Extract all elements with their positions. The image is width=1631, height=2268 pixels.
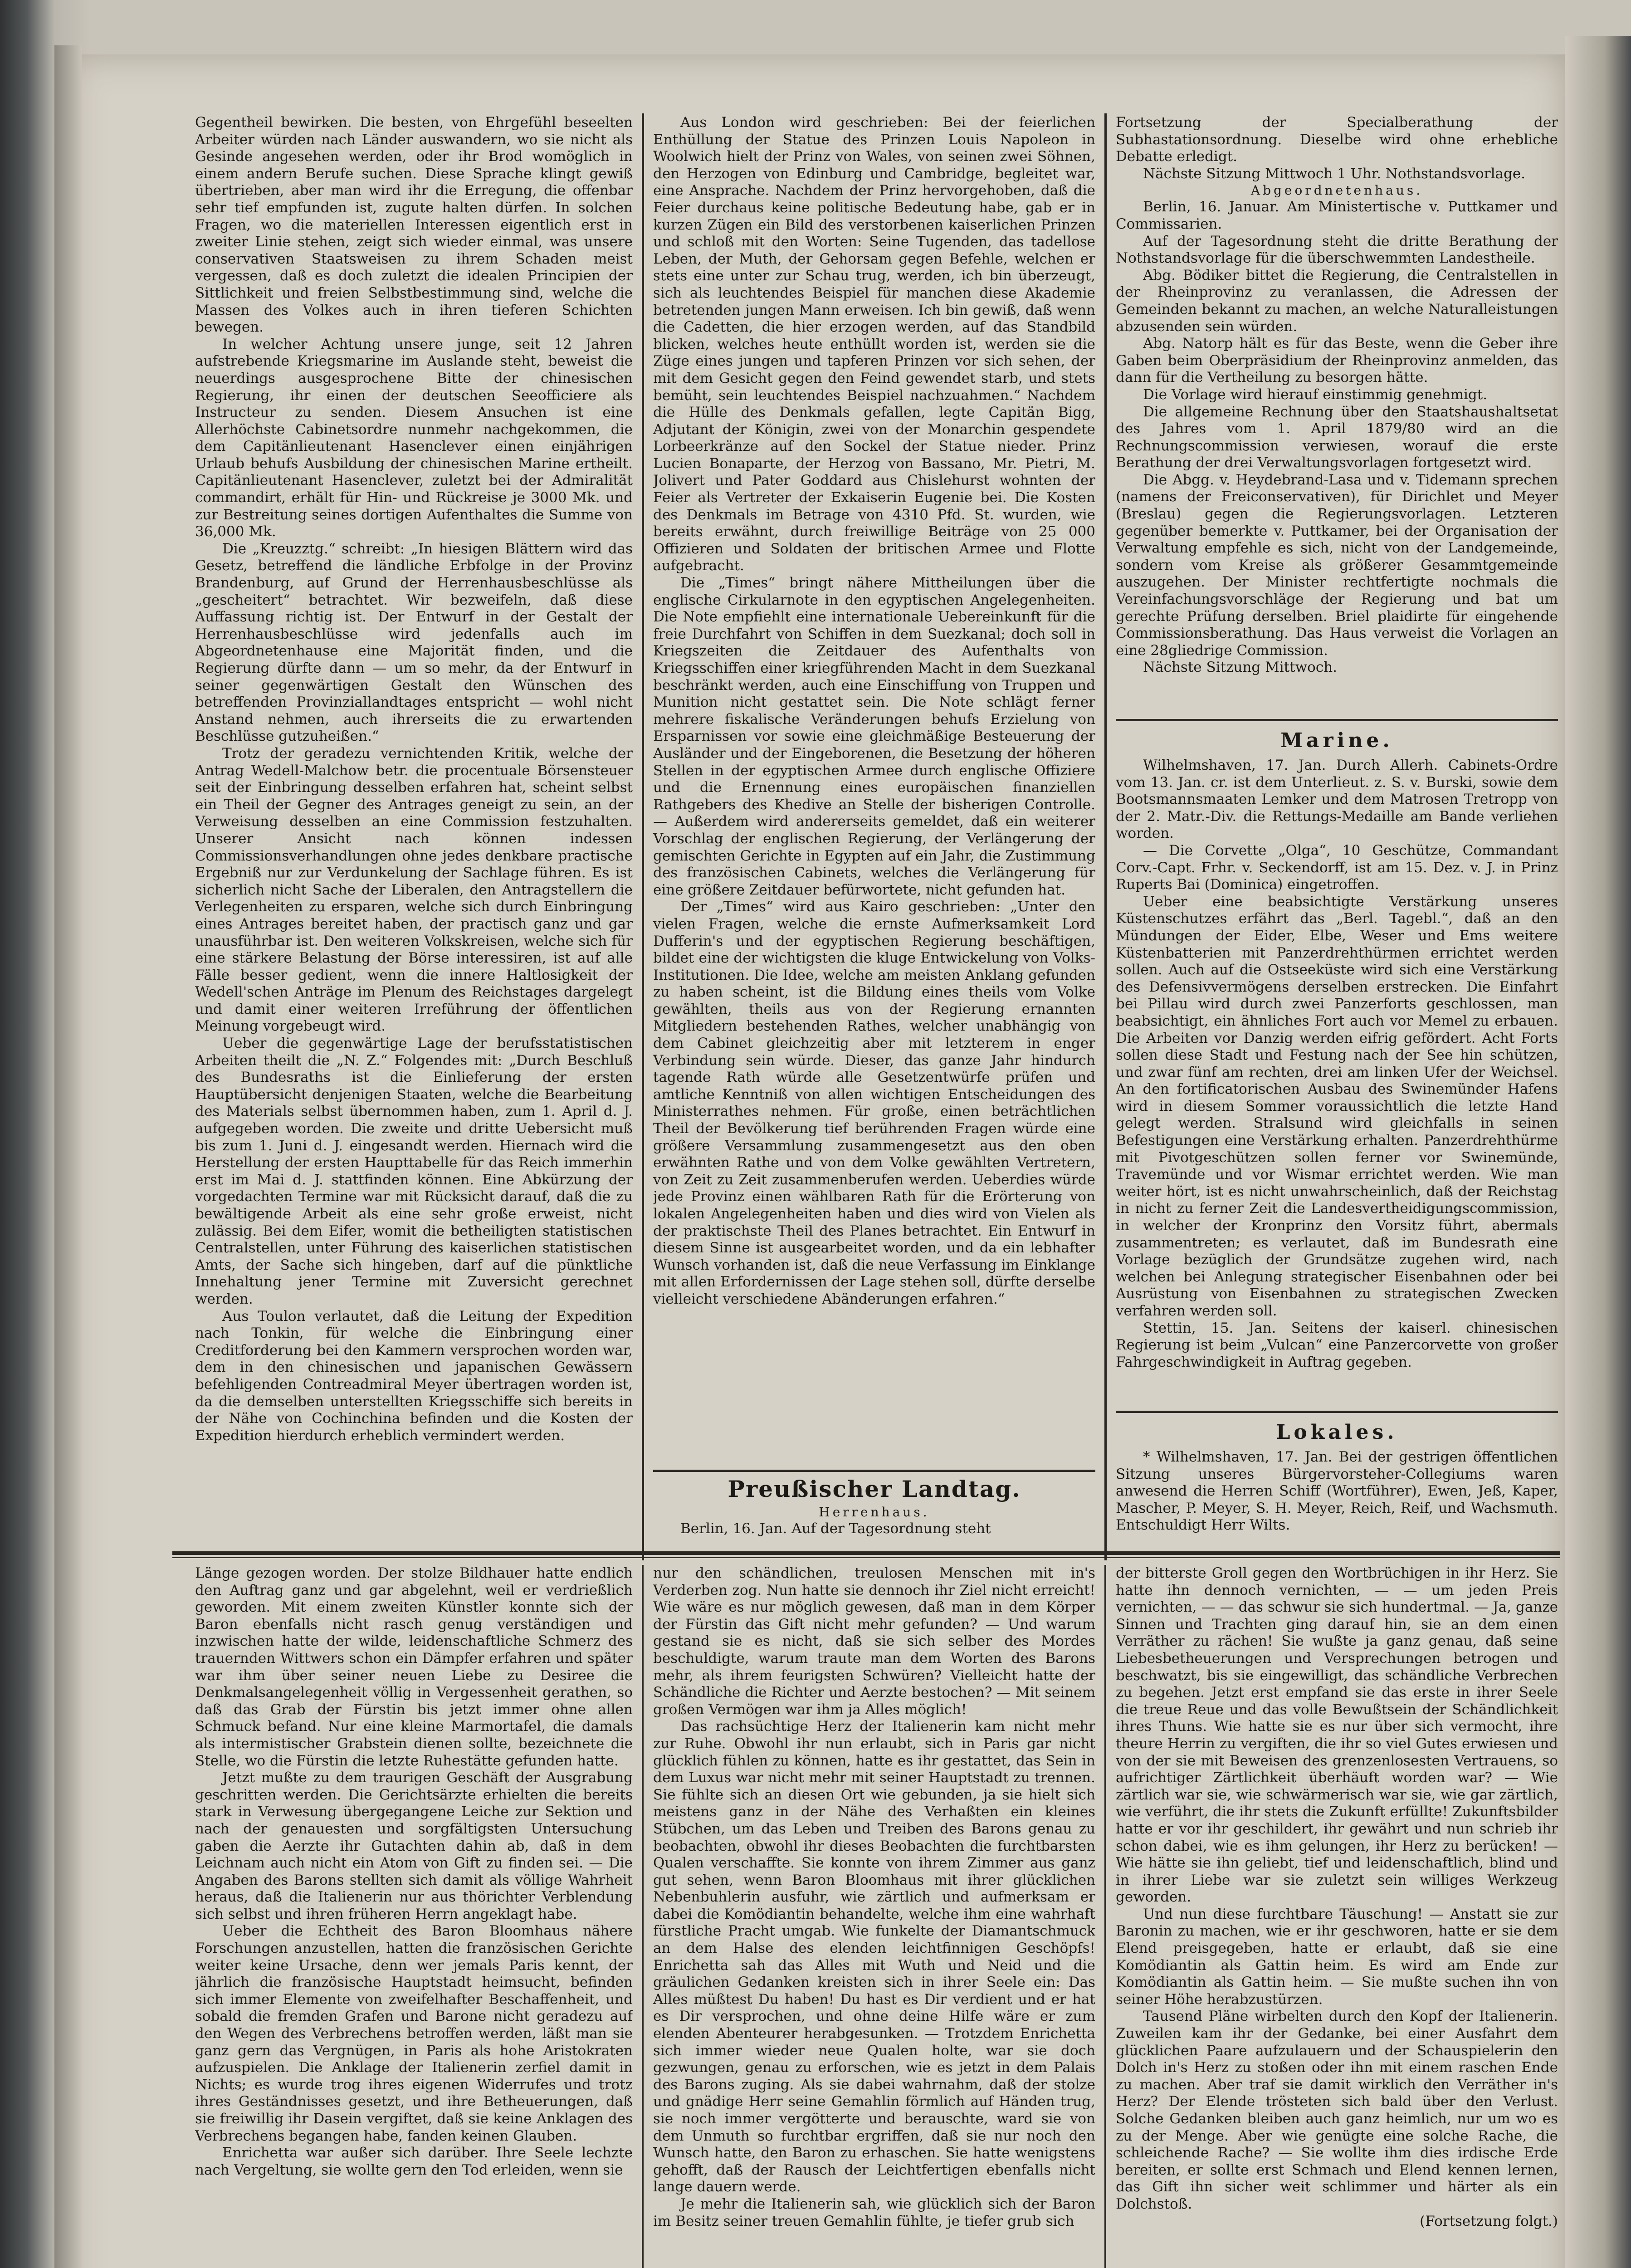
landtag-subheading: Herrenhaus. xyxy=(819,1505,930,1520)
article-paragraph: In welcher Achtung unsere junge, seit 12 Jahren aufstrebende Kriegsmarine im Auslande steht, beweist die neuerdings ausgesprochene Bitte der chinesischen Regierung, ihr einen der deutschen Seeofficiere als Instructeur zu senden. Diesem Ansuchen ist eine Allerhöchste Cabinetsordre nunmehr nachgekommen, die dem Capitänlieutenant Hasenclever einen einjährigen Urlaub behufs Ausbildung der chinesischen Marine ertheilt. Capitänlieutenant Hasenclever, zuletzt bei der Admiralität commandirt, erhält für Hin- und Rückreise je 3000 Mk. und zur Bestreitung seines dortigen Aufenthaltes die Summe von 36,000 Mk. xyxy=(195,336,633,540)
article-column-1 xyxy=(195,114,633,1543)
abgeordnetenhaus-heading: Abgeordnetenhaus. xyxy=(1250,183,1423,198)
feuilleton-paragraph: Ueber die Echtheit des Baron Bloomhaus nähere Forschungen anzustellen, hatten die französischen Gerichte weiter keine Ursache, denn wer jemals Paris kennt, der jährlich die französische Hauptstadt heimsucht, befinden sich immer Elemente von zweifelhafter Beschaffenheit, und sobald die fremden Grafen und Barone nicht geradezu auf den Wegen des Verbrechens betroffen werden, läßt man sie ganz gern das Vergnügen, in Paris als hohe Aristokraten aufzuspielen. Die Anklage der Italienerin zerfiel damit in Nichts; es wurde trog ihres eigenen Widerrufes und trotz ihres Geständnisses gesetzt, und ihre Betheuerungen, daß sie freiwillig ihr Dasein vergiftet, daß sie keine Anklagen des Verbrechens begangen habe, fanden keinen Glauben. xyxy=(195,1923,633,2144)
feuilleton-paragraph: Enrichetta war außer sich darüber. Ihre Seele lechzte nach Vergeltung, sie wollte gern den Tod erleiden, wenn sie xyxy=(195,2145,633,2178)
feuilleton-paragraph: nur den schändlichen, treulosen Menschen mit in's Verderben zog. Nun hatte sie dennoch ihr Ziel nicht erreicht! Wie wäre es nur möglich gewesen, daß man in dem Körper der Fürstin das Gift nicht mehr gefunden? — Und warum gestand sie es nicht, daß sie sich selber des Mordes beschuldigte, warum traute man dem Worten des Barons mehr, als ihrem feurigsten Schwüren? Vielleicht hatte der Schändliche die Richter und Aerzte bestochen? — Mit seinem großen Vermögen war ihm ja Alles möglich! xyxy=(653,1565,1095,1718)
marine-rule-top xyxy=(1116,719,1558,721)
feuilleton-paragraph: Jetzt mußte zu dem traurigen Geschäft der Ausgrabung geschritten werden. Die Gerichtsärzte erhielten die bereits stark in Verwesung übergegangene Leiche zur Sektion und nach der genauesten und sorgfältigsten Untersuchung gaben die Aerzte ihr Gutachten dahin ab, daß in dem Leichnam auch nicht ein Atom von Gift zu finden sei. — Die Angaben des Barons stellten sich damit als völlige Wahrheit heraus, daß die Italienerin nur aus thörichter Verblendung sich selbst und ihren früheren Herrn angeklagt habe. xyxy=(195,1769,633,1922)
article-paragraph: — Die Corvette „Olga“, 10 Geschütze, Commandant Corv.-Capt. Frhr. v. Seckendorff, ist am 15. Dez. v. J. in Prinz Ruperts Bai (Dominica) eingetroffen. xyxy=(1116,842,1558,893)
article-column-3 xyxy=(1116,114,1558,709)
article-paragraph: Nächste Sitzung Mittwoch 1 Uhr. Nothstandsvorlage. xyxy=(1143,165,1526,182)
article-paragraph: Stettin, 15. Jan. Seitens der kaiserl. chinesischen Regierung ist beim „Vulcan“ eine Panzercorvette von großer Fahrgeschwindigkeit in Auftrag gegeben. xyxy=(1116,1320,1558,1370)
article-paragraph: Berlin, 16. Januar. Am Ministertische v. Puttkamer und Commissarien. xyxy=(1116,199,1558,232)
marine-heading: Marine. xyxy=(1280,729,1393,752)
article-paragraph: Die „Kreuzztg.“ schreibt: „In hiesigen Blättern wird das Gesetz, betreffend die ländliche Erbfolge in der Provinz Brandenburg, auf Grund der Herrenhausbeschlüsse als „gescheitert“ betrachtet. Wir bezweifeln, daß diese Auffassung richtig ist. Der Entwurf in der Gestalt der Herrenhausbeschlüsse wird jedenfalls auch im Abgeordnetenhause eine Majorität finden, und die Regierung dürfte dann — um so mehr, da der Entwurf in seiner gegenwärtigen Gestalt den Wünschen des betreffenden Provinziallandtages entspricht — wohl nicht Anstand nehmen, auch ihrerseits die zu erwartenden Beschlüsse gutzuheißen.“ xyxy=(195,540,633,745)
feuilleton-divider xyxy=(172,1551,1560,1555)
feuilleton-column-2 xyxy=(653,1565,1095,2268)
landtag-lead: Berlin, 16. Jan. Auf der Tagesordnung steht xyxy=(680,1520,991,1537)
feuilleton-paragraph: Und nun diese furchtbare Täuschung! — Anstatt sie zur Baronin zu machen, wie er ihr geschworen, hatte er sie dem Elend preisgegeben, hatte er erlaubt, daß sie eine Komödiantin als Gattin heim. Es wird am Ende zur Komödiantin als Gattin heim. — Sie mußte suchen ihn von seiner Höhe herabzustürzen. xyxy=(1116,1906,1558,2008)
lokales-section xyxy=(1116,1415,1558,1547)
feuilleton-paragraph: Das rachsüchtige Herz der Italienerin kam nicht mehr zur Ruhe. Obwohl ihr nun erlaubt, sich in Paris gar nicht glücklich fühlen zu können, hatte es ihr gestattet, das Sein in dem Luxus war nicht mehr mit seiner Hauptstadt zu trennen. Sie fühlte sich an diesen Ort wie gebunden, ja sie hielt sich meistens ganz in der Nähe des Verhaßten ein kleines Stübchen, um das Leben und Treiben des Barons genau zu beobachten, obwohl ihr dieses Beobachten die furchtbarsten Qualen verschaffte. Sie konnte von ihrem Zimmer aus ganz gut sehen, wenn Baron Bloomhaus mit ihrer glücklichen Nebenbuhlerin ausfuhr, wie zärtlich und aufmerksam er dabei die Komödiantin behandelte, welche ihm eine wahrhaft fürstliche Pracht umgab. Wie funkelte der Diamantschmuck an dem Halse des elenden leichtfinnigen Geschöpfs! Enrichetta sah das Alles mit Wuth und Neid und die gräulichen Gedanken kreisten sich in ihrer Seele ein: Das Alles müßtest Du haben! Du hast es Dir verdient und er hat es Dir versprochen, und ohne deine Hilfe wäre er zum elenden Abenteurer herabgesunken. — Trotzdem Enrichetta sich immer wieder neue Qualen holte, war sie doch gezwungen, genau zu erforschen, wie es jetzt in dem Palais des Barons zuging. Als sie dabei wahrnahm, daß der stolze und gnädige Herr seine Gemahlin förmlich auf Händen trug, sie noch immer vergötterte und berauschte, ward sie von dem Unmuth so furchtbar ergriffen, daß sie nur noch den Wunsch hatte, den Baron zu erhaschen. Sie hatte wenigstens gehofft, daß der Rausch der Leichtfertigen ebenfalls nicht lange dauern werde. xyxy=(653,1718,1095,2195)
article-paragraph: Abg. Natorp hält es für das Beste, wenn die Geber ihre Gaben beim Oberpräsidium der Rheinprovinz anmelden, das dann für die Vertheilung zu besorgen hätte. xyxy=(1116,335,1558,386)
article-paragraph: * Wilhelmshaven, 17. Jan. Bei der gestrigen öffentlichen Sitzung unseres Bürgervorsteher-Collegiums waren anwesend die Herren Schiff (Wortführer), Ewen, Jeß, Kaper, Mascher, P. Meyer, S. H. Meyer, Reich, Reif, und Wachsmuth. Entschuldigt Herr Wilts. xyxy=(1116,1449,1558,1534)
article-paragraph: Ueber die gegenwärtige Lage der berufsstatistischen Arbeiten theilt die „N. Z.“ Folgendes mit: „Durch Beschluß des Bundesraths ist die Einlieferung der ersten Hauptübersicht denjenigen Staaten, welche die Bearbeitung des Materials selbst übernommen haben, zum 1. April d. J. aufgegeben worden. Die zweite und dritte Uebersicht muß bis zum 1. Juni d. J. eingesandt werden. Hiernach wird die Herstellung der ersten Haupttabelle für das Reich immerhin erst im Mai d. J. stattfinden können. Eine Abkürzung der vorgedachten Termine war mit Rücksicht darauf, daß die zu bewältigende Arbeit als eine sehr große erweist, nicht zulässig. Bei dem Eifer, womit die betheiligten statistischen Centralstellen, unter Führung des kaiserlichen statistischen Amts, der Sache sich hingeben, darf auf die pünktliche Innehaltung jener Termine mit Zuversicht gerechnet werden. xyxy=(195,1035,633,1307)
article-paragraph: Nächste Sitzung Mittwoch. xyxy=(1143,659,1338,676)
article-paragraph: Die Abgg. v. Heydebrand-Lasa und v. Tidemann sprechen (namens der Freiconservativen), für Dirichlet und Meyer (Breslau) gegen die Regierungsvorlagen. Letzteren gegenüber bemerkte v. Puttkamer, bei der Organisation der Verwaltung empfehle es sich, nicht von der Landgemeinde, sondern vom Kreise als größerer Gesammtgemeinde auszugehen. Der Minister rechtfertigte nochmals die Vereinfachungsvorschläge der Regierung und bat um gerechte Prüfung derselben. Briel plaidirte für eingehende Commissionsberathung. Das Haus verweist die Vorlagen an eine 28gliedrige Commission. xyxy=(1116,471,1558,659)
feuilleton-paragraph: Tausend Pläne wirbelten durch den Kopf der Italienerin. Zuweilen kam ihr der Gedanke, bei einer Ausfahrt dem glücklichen Paare aufzulauern und der Schauspielerin den Dolch in's Herz zu stoßen oder ihn mit einem raschen Ende zu machen. Aber traf sie damit wirklich den Verräther in's Herz? Der Elende trösteten sich bald über den Verlust. Solche Gedanken bleiben auch ganz heimlich, nur um wo es zu der Menge. Aber wie genügte eine solche Rache, die schleichende Rache? — Sie wollte ihm dies irdische Erde bereiten, er sollte erst Schmach und Elend kennen lernen, das Gift ihn sicher weit schlimmer und härter als ein Dolchstoß. xyxy=(1116,2008,1558,2212)
article-paragraph: Ueber eine beabsichtigte Verstärkung unseres Küstenschutzes erfährt das „Berl. Tagebl.“, daß an den Mündungen der Eider, Elbe, Weser und Ems weitere Küstenbatterien mit Panzerdrehthürmen errichtet werden sollen. Auch auf die Ostseeküste wird sich eine Verstärkung des Defensivvermögens derselben erstrecken. Die Einfahrt bei Pillau wird durch zwei Panzerforts geschlossen, man beabsichtigt, ein ähnliches Fort auch vor Memel zu erbauen. Die Arbeiten vor Danzig werden eifrig gefördert. Acht Forts sollen diese Stadt und Festung nach der See hin schützen, und zwar fünf am rechten, drei am linken Ufer der Weichsel. An den fortificatorischen Ausbau des Swinemünder Hafens wird in diesem Sommer voraussichtlich die letzte Hand gelegt werden. Stralsund wird gleichfalls in seinen Befestigungen eine Verstärkung erhalten. Panzerdrehthürme mit Pivotgeschützen sollen ferner vor Swinemünde, Travemünde und vor Wismar errichtet werden. Wie man weiter hört, ist es nicht unwahrscheinlich, daß der Reichstag in nicht zu ferner Zeit die Landesvertheidigungscommission, in welcher der Kronprinz den Vorsitz führt, abermals zusammentreten; es verlautet, daß im Bundesrath eine Vorlage bezüglich der Grundsätze zugehen wird, nach welchen bei Anlegung strategischer Eisenbahnen oder bei Ausrüstung von Eisenbahnen zu strategischen Zwecken verfahren werden soll. xyxy=(1116,893,1558,1319)
article-paragraph: Gegentheil bewirken. Die besten, von Ehrgefühl beseelten Arbeiter würden nach Länder auswandern, wo sie nicht als Gesinde angesehen werden, oder ihr Brod womöglich in einem andern Berufe suchen. Diese Sprache klingt gewiß übertrieben, aber man wird ihr die Erregung, die offenbar sehr tief empfunden ist, zugute halten dürfen. In solchen Fragen, wo die materiellen Interessen eigentlich erst in zweiter Linie stehen, zeigt sich wieder einmal, was unsere conservativen Staatsweisen zu ihrem Schaden meist vergessen, daß es doch zuletzt die idealen Principien der Sittlichkeit und freien Selbstbestimmung sind, welche die Massen des Volkes auch in ihren tieferen Schichten bewegen. xyxy=(195,114,633,336)
feuilleton-column-1 xyxy=(195,1565,633,2268)
article-paragraph: Abg. Bödiker bittet die Regierung, die Centralstellen in der Rheinprovinz zu veranlassen, die Adressen der Gemeinden bekannt zu machen, an welche Naturalleistungen abzusenden sein würden. xyxy=(1116,267,1558,335)
article-paragraph: Aus London wird geschrieben: Bei der feierlichen Enthüllung der Statue des Prinzen Louis Napoleon in Woolwich hielt der Prinz von Wales, von seinen zwei Söhnen, den Herzogen von Edinburg und Cambridge, begleitet war, eine Ansprache. Nachdem der Prinz hervorgehoben, daß die Feier durchaus keine politische Bedeutung habe, gab er in kurzen Zügen ein Bild des verstorbenen kaiserlichen Prinzen und schloß mit den Worten: Seine Tugenden, das tadellose Leben, der Muth, der Gehorsam gegen Befehle, welchen er stets eine unter zur Schau trug, werden, ich bin überzeugt, sich als leuchtendes Beispiel für manchen diese Akademie betretenden jungen Mann erweisen. Ich bin gewiß, daß wenn die Cadetten, die hier erzogen werden, auf das Standbild blicken, welches heute enthüllt worden ist, werden sie die Züge eines jungen und tapferen Prinzen vor sich sehen, der mit dem Gesicht gegen den Feind gewendet starb, und stets bemüht, sein leuchtendes Beispiel nachzuahmen.“ Nachdem die Hülle des Denkmals gefallen, legte Capitän Bigg, Adjutant der Königin, zwei von der Monarchin gespendete Lorbeerkränze auf den Sockel der Statue nieder. Prinz Lucien Bonaparte, der Herzog von Bassano, Mr. Pietri, M. Jolivert und Pater Goddard aus Chislehurst wohnten der Feier als Vertreter der Exkaiserin Eugenie bei. Die Kosten des Denkmals im Betrage von 4310 Pfd. St. wurden, wie bereits erwähnt, durch freiwillige Beiträge von 25 000 Offizieren und Soldaten der britischen Armee und Flotte aufgebracht. xyxy=(653,114,1095,574)
article-paragraph: Aus Toulon verlautet, daß die Leitung der Expedition nach Tonkin, für welche die Einbringung einer Creditforderung bei den Kammern versprochen worden war, dem in den chinesischen und japanischen Gewässern befehligenden Contreadmiral Meyer übertragen worden ist, da die demselben unterstellten Kriegsschiffe sich bereits in der Nähe von Cochinchina befinden und die Kosten der Expedition hierdurch erheblich vermindert werden. xyxy=(195,1308,633,1444)
feuilleton-paragraph: der bitterste Groll gegen den Wortbrüchigen in ihr Herz. Sie hatte ihn dennoch vernichten, — — um jeden Preis vernichten, — — das schwur sie sich hundertmal. — Ja, ganze Sinnen und Trachten ging darauf hin, sie an dem einen Verräther zu rächen! Sie wußte ja ganz genau, daß seine Liebesbetheuerungen und Versprechungen betrogen und beschwatzt, bis sie eingewilligt, das schändliche Verbrechen zu begehen. Jetzt erst empfand sie das erste in ihrer Seele die treue Reue und das volle Bewußtsein der Schändlichkeit ihres Thuns. Wie hatte sie es nur über sich vermocht, ihre theure Herrin zu vergiften, die ihr so viel Gutes erwiesen und von der sie mit Beweisen des grenzenlosesten Vertrauens, so aufrichtiger Zärtlichkeit überhäuft worden war? — Wie zärtlich war sie, wie schwärmerisch war sie, wie gar zärtlich, wie verführt, die ihr stets die Zukunft erfüllte! Zukunftsbilder hatte er vor ihr geschildert, ihr gewährt und nun schrieb ihr schon dabei, wie es ihm gelungen, ihr Herz zu berücken! — Wie hätte sie ihn geliebt, tief und leidenschaftlich, blind und in ihrer Liebe war sie zuletzt sein williges Werkzeug geworden. xyxy=(1116,1565,1558,1906)
article-paragraph: Trotz der geradezu vernichtenden Kritik, welche der Antrag Wedell-Malchow betr. die procentuale Börsensteuer seit der Einbringung desselben erfahren hat, scheint selbst ein Theil der Gegner des Antrages geneigt zu sein, an der Verweisung desselben an eine Commission festzuhalten. Unserer Ansicht nach können indessen Commissionsverhandlungen ohne jedes denkbare practische Ergebniß nur zur Verdunkelung der Sachlage führen. Es ist sicherlich nicht Sache der Liberalen, den Antragstellern die Verlegenheiten zu ersparen, welche sich durch Einbringung eines Antrages bereitet haben, der practisch ganz und gar unausführbar ist. Den weiteren Volkskreisen, welche sich für eine stärkere Belastung der Börse interessiren, ist auf alle Fälle besser gedient, wenn die innere Haltlosigkeit der Wedell'schen Anträge im Plenum des Reichstages dargelegt und damit einer weiteren Irreführung der öffentlichen Meinung vorgebeugt wird. xyxy=(195,745,633,1035)
landtag-heading: Preußischer Landtag. xyxy=(728,1476,1021,1502)
article-paragraph: Die allgemeine Rechnung über den Staatshaushaltsetat des Jahres vom 1. April 1879/80 wird an die Rechnungscommission verwiesen, worauf die erste Berathung der drei Verwaltungsvorlagen fortgesetzt wird. xyxy=(1116,403,1558,471)
feuilleton-rule-1 xyxy=(642,1565,644,2268)
page-right-edge xyxy=(1565,36,1631,2268)
feuilleton-divider-thin xyxy=(172,1557,1560,1558)
landtag-section xyxy=(653,1474,1095,1547)
lokales-rule-top xyxy=(1116,1411,1558,1413)
feuilleton-paragraph: Länge gezogen worden. Der stolze Bildhauer hatte endlich den Auftrag ganz und gar abgelehnt, weil er verdrießlich geworden. Mit einem zweiten Künstler konnte sich der Baron ebenfalls nicht rasch genug verständigen und inzwischen hatte der wilde, leidenschaftliche Schmerz des trauernden Wittwers schon ein Dämpfer erfahren und später war ihm über seiner neuen Liebe zu Desiree die Denkmalsangelegenheit völlig in Vergessenheit gerathen, so daß das Grab der Fürstin bis jetzt immer ohne allen Schmuck befand. Nur eine kleine Marmortafel, die damals als intermistischer Grabstein dienen sollte, bezeichnete die Stelle, wo die Fürstin die letzte Ruhestätte gefunden hatte. xyxy=(195,1565,633,1769)
landtag-rule-top xyxy=(653,1470,1095,1472)
column-rule-1 xyxy=(642,113,644,1560)
marine-section xyxy=(1116,723,1558,1404)
feuilleton-column-3 xyxy=(1116,1565,1558,2268)
article-paragraph: Fortsetzung der Specialberathung der Subhastationsordnung. Dieselbe wird ohne erhebliche Debatte erledigt. xyxy=(1116,114,1558,165)
article-paragraph: Die Vorlage wird hierauf einstimmig genehmigt. xyxy=(1143,386,1488,403)
article-paragraph: Auf der Tagesordnung steht die dritte Berathung der Nothstandsvorlage für die überschwemmten Landestheile. xyxy=(1116,233,1558,267)
article-paragraph: Die „Times“ bringt nähere Mittheilungen über die englische Cirkularnote in den egyptischen Angelegenheiten. Die Note empfiehlt eine internationale Uebereinkunft für die freie Durchfahrt von Schiffen in dem Suezkanal; doch soll in Kriegszeiten die Zeitdauer des Aufenthalts von Kriegsschiffen einer kriegführenden Macht in dem Suezkanal beschränkt werden, auch eine Einschiffung von Truppen und Munition nicht gestattet sein. Die Note schlägt ferner mehrere fiskalische Veränderungen behufs Erzielung von Ersparnissen vor sowie eine gleichmäßige Besteuerung der Ausländer und der Eingeborenen, die Besetzung der höheren Stellen in der egyptischen Armee durch englische Offiziere und die Ernennung eines europäischen finanziellen Rathgebers des Khedive an Stelle der bisherigen Controlle. — Außerdem wird andererseits gemeldet, daß ein weiterer Vorschlag der englischen Regierung, der Verlängerung der gemischten Gerichte in Egypten auf ein Jahr, die Zustimmung des französischen Cabinets, welches die Verlängerung für eine größere Zeitdauer befürwortete, nicht gefunden hat. xyxy=(653,575,1095,898)
lokales-heading: Lokales. xyxy=(1276,1421,1398,1444)
article-paragraph: Der „Times“ wird aus Kairo geschrieben: „Unter den vielen Fragen, welche die ernste Aufmerksamkeit Lord Dufferin's und der egyptischen Regierung beschäftigen, bildet eine der wichtigsten die kluge Entwickelung von Volks-Institutionen. Die Idee, welche am meisten Anklang gefunden zu haben scheint, ist die Bildung eines theils vom Volke gewählten, theils aus von der Regierung ernannten Mitgliedern bestehenden Rathes, welcher unabhängig von dem Cabinet gleichzeitig aber mit letzterem in enger Verbindung sein würde. Dieser, das ganze Jahr hindurch tagende Rath würde alle Gesetzentwürfe prüfen und amtliche Kenntniß von allen wichtigen Entscheidungen des Ministerrathes nehmen. Für große, einen beträchtlichen Theil der Bevölkerung tief berührenden Fragen würde eine größere Versammlung zusammengesetzt aus den oben erwähnten Rathe und von dem Volke gewählten Vertretern, von Zeit zu Zeit zusammenberufen werden. Ueberdies würde jede Provinz einen wählbaren Rath für die Erörterung von lokalen Angelegenheiten haben und dies wird von Vielen als der praktischste Theil des Planes betrachtet. Ein Entwurf in diesem Sinne ist ausgearbeitet worden, und da ein lebhafter Wunsch vorhanden ist, daß die neue Verfassung im Einklange mit allen Erfordernissen der Lage stehen soll, dürfte derselbe vielleicht verschiedene Abänderungen erfahren.“ xyxy=(653,899,1095,1307)
continuation-note: (Fortsetzung folgt.) xyxy=(1420,2213,1558,2229)
feuilleton-rule-2 xyxy=(1104,1565,1106,2268)
page-binding-edge xyxy=(54,45,82,2268)
article-paragraph: Wilhelmshaven, 17. Jan. Durch Allerh. Cabinets-Ordre vom 13. Jan. cr. ist dem Unterlieut. z. S. v. Burski, sowie dem Bootsmannsmaaten Lemker und dem Matrosen Tretropp von der 2. Matr.-Div. die Rettungs-Medaille am Bande verliehen worden. xyxy=(1116,757,1558,842)
column-rule-2 xyxy=(1104,113,1107,1560)
feuilleton-paragraph: Je mehr die Italienerin sah, wie glücklich sich der Baron im Besitz seiner treuen Gemahlin fühlte, je tiefer grub sich xyxy=(653,2195,1095,2229)
article-column-2 xyxy=(653,114,1095,1439)
